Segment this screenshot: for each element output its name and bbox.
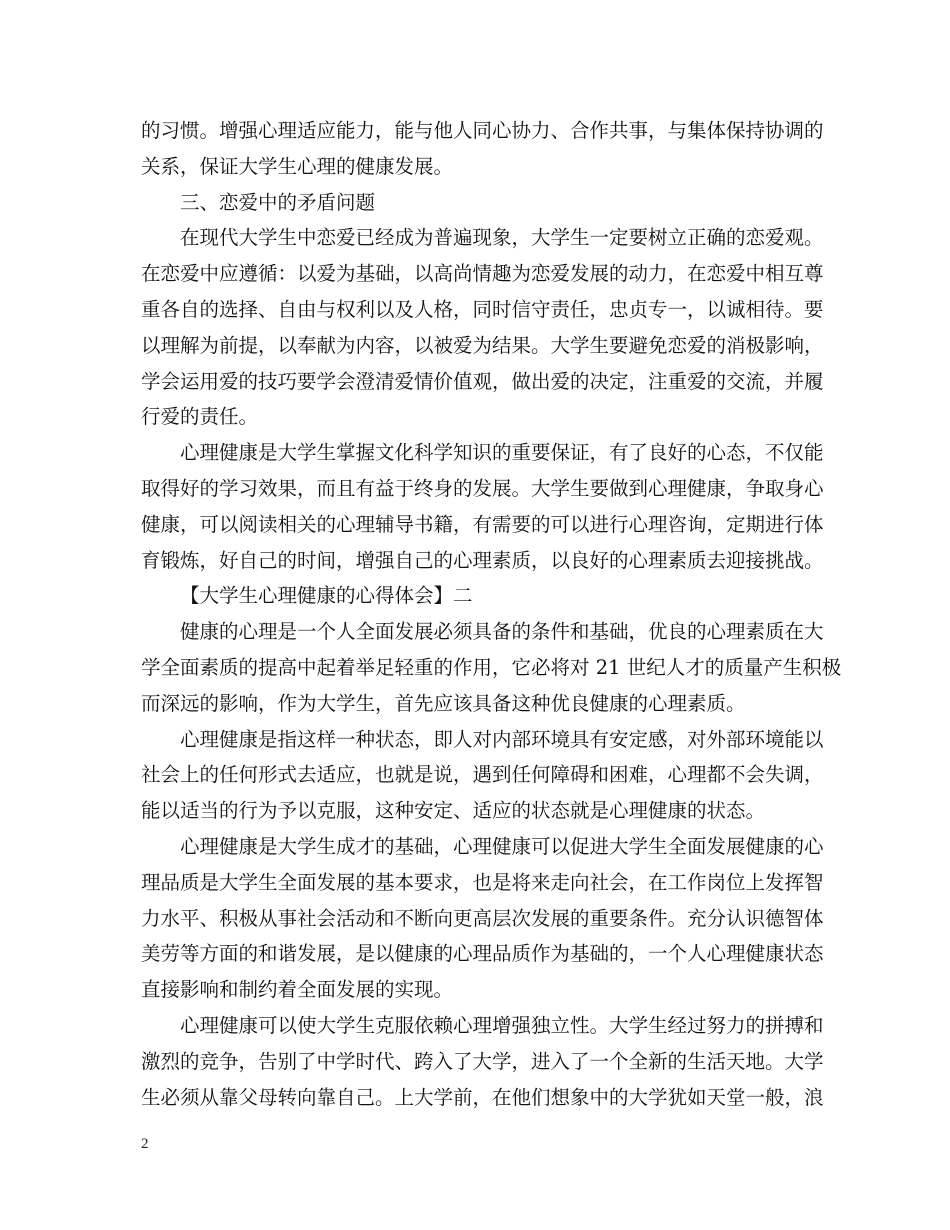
text-line: 心理健康是大学生成才的基础，心理健康可以促进大学生全面发展健康的心 (180, 834, 824, 858)
text-line: 在现代大学生中恋爱已经成为普遍现象，大学生一定要树立正确的恋爱观。 (180, 226, 824, 250)
text-line: 心理健康可以使大学生克服依赖心理增强独立性。大学生经过努力的拼搏和 (180, 1013, 824, 1037)
text-line: 育锻炼，好自己的时间，增强自己的心理素质，以良好的心理素质去迎接挑战。 (141, 548, 824, 572)
body-text (141, 113, 842, 1115)
text-line: 健康的心理是一个人全面发展必须具备的条件和基础，优良的心理素质在大 (180, 620, 824, 644)
text-line: 能以适当的行为予以克服，这种安定、适应的状态就是心理健康的状态。 (141, 799, 766, 823)
text-line: 取得好的学习效果，而且有益于终身的发展。大学生要做到心理健康，争取身心 (141, 476, 824, 500)
text-line: 行爱的责任。 (141, 405, 259, 429)
text-line: 的习惯。增强心理适应能力，能与他人同心协力、合作共事，与集体保持协调的 (141, 119, 824, 142)
text-line: 以理解为前提，以奉献为内容，以被爱为结果。大学生要避免恋爱的消极影响， (141, 333, 824, 357)
text-line: 健康，可以阅读相关的心理辅导书籍，有需要的可以进行心理咨询，定期进行体 (141, 512, 824, 536)
text-line: 重各自的选择、自由与权利以及人格，同时信守责任，忠贞专一，以诚相待。要 (141, 297, 824, 321)
text-line: 理品质是大学生全面发展的基本要求，也是将来走向社会，在工作岗位上发挥智 (141, 870, 824, 894)
text-line: 心理健康是大学生掌握文化科学知识的重要保证，有了良好的心态，不仅能 (180, 441, 824, 465)
text-line: 生必须从靠父母转向靠自己。上大学前，在他们想象中的大学犹如天堂一般，浪 (141, 1085, 824, 1109)
text-line: 力水平、积极从事社会活动和不断向更高层次发展的重要条件。充分认识德智体 (141, 906, 824, 930)
page-number: 2 (141, 1136, 149, 1152)
section-heading: 三、恋爱中的矛盾问题 (180, 190, 376, 214)
text-line: 激烈的竞争，告别了中学时代、跨入了大学，进入了一个全新的生活天地。大学 (141, 1049, 824, 1073)
text-line: 学会运用爱的技巧要学会澄清爱情价值观，做出爱的决定，注重爱的交流，并履 (141, 369, 824, 393)
text-line: 美劳等方面的和谐发展，是以健康的心理品质作为基础的，一个人心理健康状态 (141, 942, 824, 966)
text-line: 在恋爱中应遵循：以爱为基础，以高尚情趣为恋爱发展的动力，在恋爱中相互尊 (141, 262, 824, 286)
text-line: 而深远的影响，作为大学生，首先应该具备这种优良健康的心理素质。 (141, 691, 746, 715)
text-line: 社会上的任何形式去适应，也就是说，遇到任何障碍和困难，心理都不会失调， (141, 763, 824, 787)
text-line: 学全面素质的提高中起着举足轻重的作用，它必将对 21 世纪人才的质量产生积极 (141, 655, 842, 679)
text-line: 心理健康是指这样一种状态，即人对内部环境具有安定感，对外部环境能以 (180, 727, 824, 751)
text-line: 直接影响和制约着全面发展的实现。 (141, 978, 454, 1002)
text-line: 关系，保证大学生心理的健康发展。 (141, 154, 454, 178)
section-heading: 【大学生心理健康的心得体会】二 (180, 584, 473, 608)
